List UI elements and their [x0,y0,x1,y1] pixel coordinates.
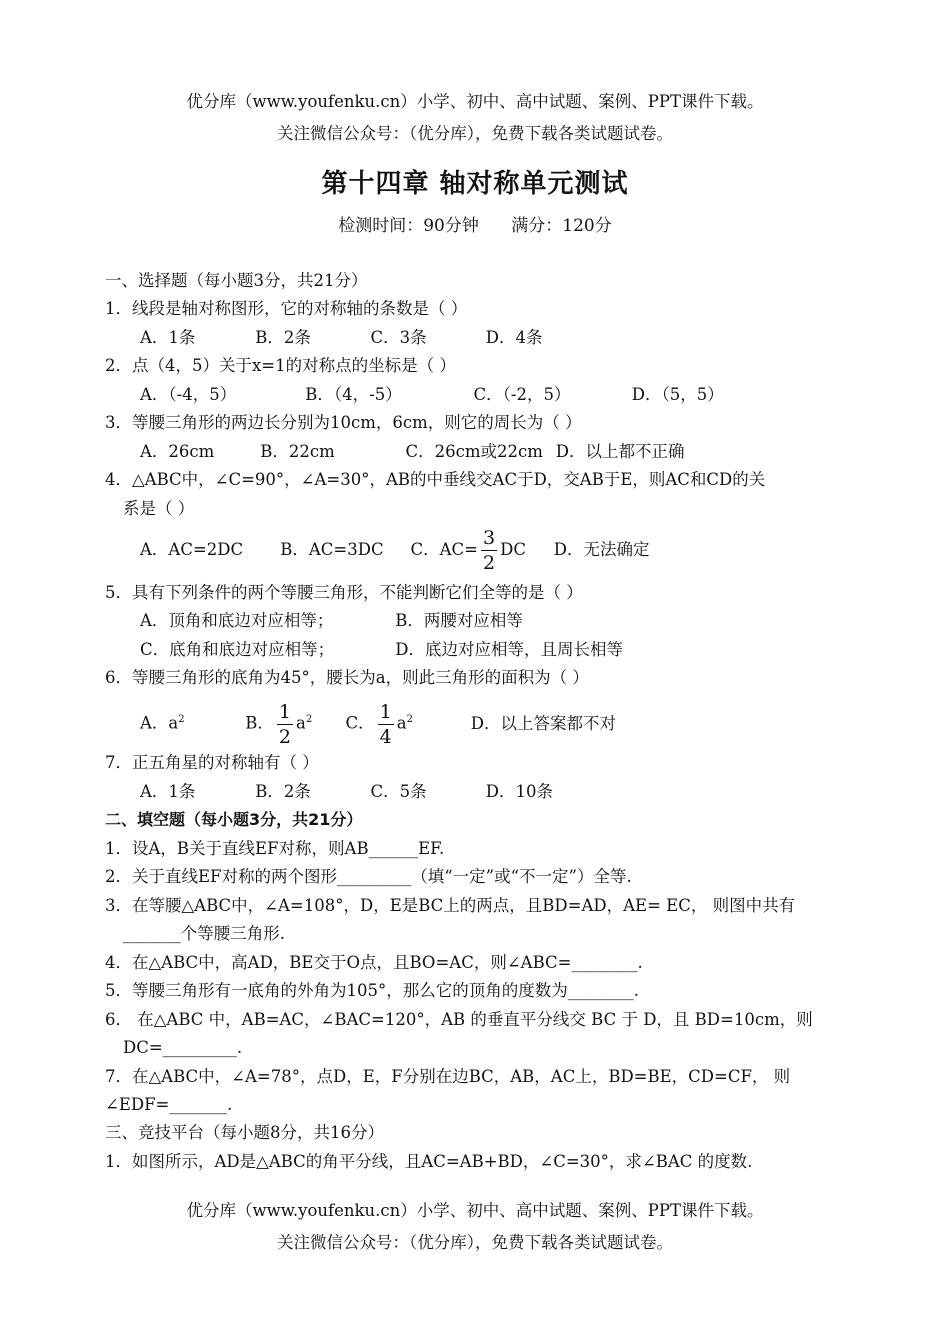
q7-option-c: C．5条 [370,782,427,801]
q3-stem: 3．等腰三角形的两边长分别为10cm，6cm，则它的周长为（ ） [105,413,582,432]
q4-option-c-fraction [481,526,497,575]
q6-option-c [346,696,466,749]
q6-option-b-tail: a [295,713,306,733]
q4-stem: 4．△ABC中，∠C=90°，∠A=30°，AB的中垂线交AC于D，交AB于E，则AC和CD的关 [105,470,766,489]
q3-options [140,441,684,463]
q2-option-a: A．（-4，5） [140,385,237,404]
q6-option-c-fraction [378,700,394,749]
superscript: 2 [178,714,185,725]
fill-q3: 3．在等腰△ABC中，∠A=108°，D，E是BC上的两点，且BD=AD，AE= EC， 则图中共有 [105,896,796,915]
q1-options [140,327,542,349]
q4-option-a: A．AC=2DC [140,540,244,559]
q4-options [140,526,649,575]
q4-option-b: B．AC=3DC [280,540,384,559]
q5-options-row2 [140,639,623,661]
fraction-numerator: 1 [379,700,392,723]
q1-option-c: C．3条 [370,328,427,347]
q5-options-row1 [140,610,523,632]
q7-option-a: A．1条 [140,782,196,801]
q5-option-c: C．底角和底边对应相等； [140,640,335,659]
fill-q6-cont: DC=_________. [123,1038,243,1057]
fill-q7-cont: ∠EDF=_______. [105,1095,233,1114]
q5-option-b: B．两腰对应相等 [395,611,523,630]
q6-option-c-tail: a [396,713,407,733]
q6-option-a [140,696,240,748]
page-title: 第十四章 轴对称单元测试 [321,169,629,199]
q6-option-d: D．以上答案都不对 [470,713,616,733]
q2-options [140,384,724,406]
q6-option-b-label: B． [245,713,274,733]
q7-option-d: D．10条 [485,782,553,801]
fill-q4: 4．在△ABC中，高AD，BE交于O点，且BO=AC，则∠ABC=________. [105,953,643,972]
q4-option-d: D．无法确定 [553,540,650,559]
q6-options [140,696,616,749]
fraction-denominator: 2 [483,552,496,574]
fill-q7: 7．在△ABC中，∠A=78°，点D，E，F分别在边BC，AB，AC上，BD=BE，CD=CF， 则 [105,1067,791,1086]
footer-line-2: 关注微信公众号：（优分库），免费下载各类试题试卷。 [277,1233,673,1252]
q6-option-a-label: A．a [140,713,179,733]
q4-stem-cont: 系是（ ） [123,499,195,518]
exam-info: 检测时间：90分钟 满分：120分 [338,216,612,236]
fill-q3-cont: _______个等腰三角形. [123,924,285,943]
footer-line-1: 优分库（www.youfenku.cn）小学、初中、高中试题、案例、PPT课件下载。 [186,1201,764,1220]
q7-option-b: B．2条 [255,782,311,801]
fill-q1: 1．设A，B关于直线EF对称，则AB______EF. [105,839,445,858]
fill-q2: 2．关于直线EF对称的两个图形_________（填“一定”或“不一定”）全等. [105,867,632,886]
q6-option-c-label: C． [345,713,375,733]
q2-option-d: D．（5，5） [631,385,724,404]
fill-q6: 6． 在△ABC 中，AB=AC，∠BAC=120°，AB 的垂直平分线交 BC 于 D，且 BD=10cm，则 [105,1010,813,1029]
q2-option-b: B．（4，-5） [305,385,402,404]
header-line-2: 关注微信公众号：（优分库），免费下载各类试题试卷。 [277,124,673,143]
problem-q1: 1．如图所示，AD是△ABC的角平分线，且AC=AB+BD，∠C=30°，求∠BAC 的度数. [105,1152,753,1171]
fraction-denominator: 4 [379,725,392,748]
q3-option-b: B．22cm [260,442,335,461]
q5-option-a: A．顶角和底边对应相等； [140,611,334,630]
q1-option-d: D．4条 [485,328,543,347]
section1-heading: 一、选择题（每小题3分，共21分） [105,271,368,290]
q6-stem: 6．等腰三角形的底角为45°，腰长为a，则此三角形的面积为（ ） [105,668,589,687]
section2-heading: 二、填空题（每小题3分，共21分） [105,810,363,829]
q6-option-b-fraction [277,700,293,749]
q6-option-b [245,696,340,749]
q2-option-c: C．（-2，5） [473,385,571,404]
q4-option-c [411,526,549,575]
q4-option-c-tail: DC [500,540,526,559]
q5-stem: 5．具有下列条件的两个等腰三角形，不能判断它们全等的是（ ） [105,583,583,602]
fraction-denominator: 2 [278,725,291,748]
q1-option-b: B．2条 [255,328,311,347]
fraction-numerator: 1 [278,700,291,723]
q2-stem: 2．点（4，5）关于x=1的对称点的坐标是（ ） [105,356,456,375]
q1-option-a: A．1条 [140,328,196,347]
fill-q5: 5．等腰三角形有一底角的外角为105°，那么它的顶角的度数为________. [105,981,639,1000]
q1-stem: 1．线段是轴对称图形，它的对称轴的条数是（ ） [105,299,468,318]
fraction-numerator: 3 [483,527,496,549]
q3-option-a: A．26cm [140,442,215,461]
superscript: 2 [406,714,413,725]
q3-option-c: C．26cm或22cm [405,442,543,461]
q7-options [140,781,553,803]
q4-option-c-label: C．AC= [410,540,478,559]
superscript: 2 [305,714,313,725]
header-line-1: 优分库（www.youfenku.cn）小学、初中、高中试题、案例、PPT课件下载。 [186,92,764,111]
q3-option-d: D．以上都不正确 [555,442,685,461]
q7-stem: 7．正五角星的对称轴有（ ） [105,753,319,772]
section3-heading: 三、竞技平台（每小题8分，共16分） [105,1123,384,1142]
q5-option-d: D．底边对应相等，且周长相等 [395,640,623,659]
